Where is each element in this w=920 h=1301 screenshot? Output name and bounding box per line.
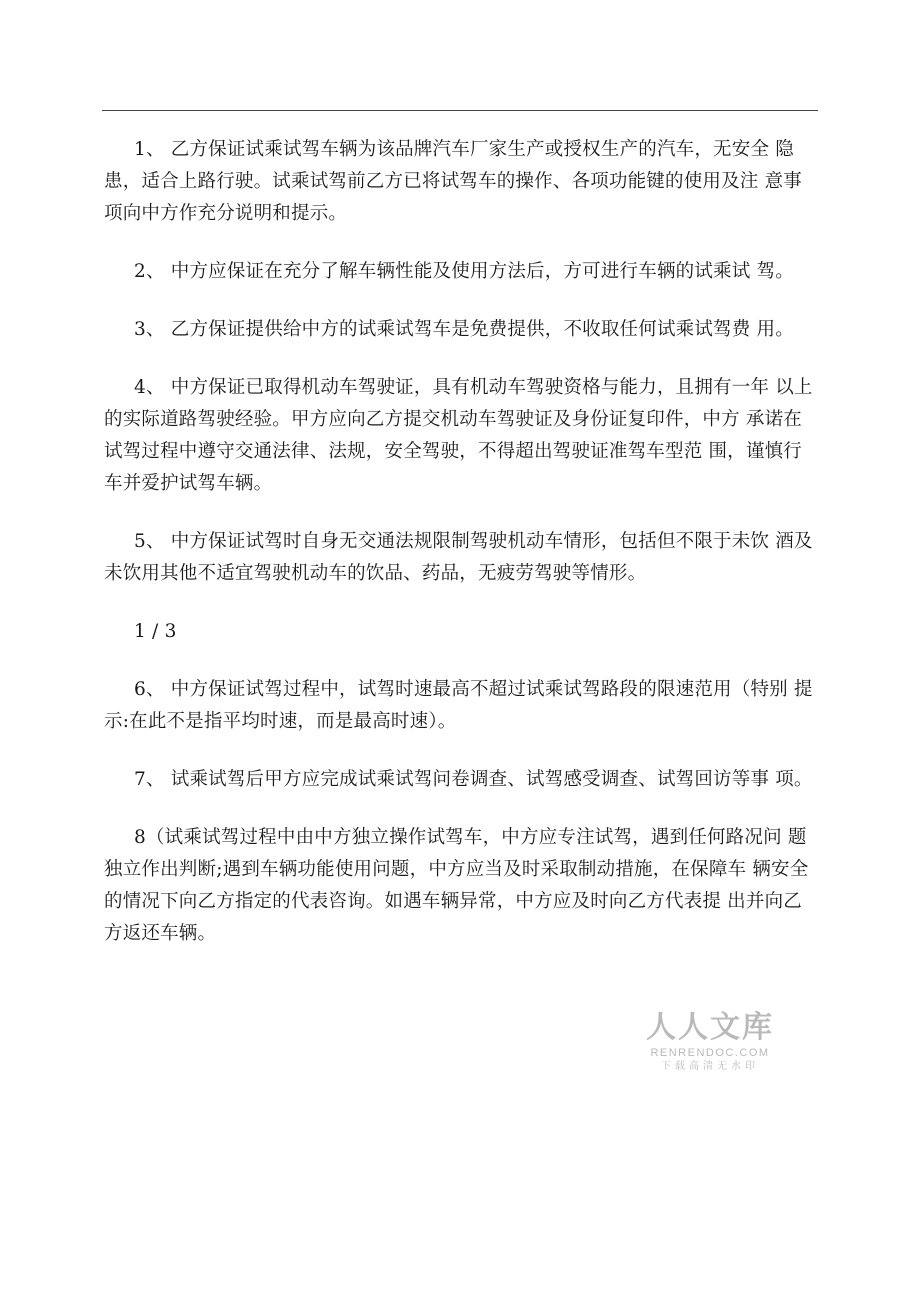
paragraph-line: 车并爱护试驾车辆。 xyxy=(104,473,273,494)
paragraph-line: 1、 乙方保证试乘试驾车辆为该品牌汽车厂家生产或授权生产的汽车，无安全 隐 xyxy=(134,139,794,160)
paragraph-line: 7、 试乘试驾后甲方应完成试乘试驾问卷调查、试驾感受调查、试驾回访等事 项。 xyxy=(134,769,813,790)
page-number-text: 1 / 3 xyxy=(134,621,177,642)
paragraph-5 xyxy=(104,526,816,590)
paragraph-line: 示:在此不是指平均时速，而是最高时速）。 xyxy=(104,711,457,732)
page-number xyxy=(104,616,816,648)
paragraph-line: 方返还车辆。 xyxy=(104,923,217,944)
paragraph-line: 未饮用其他不适宜驾驶机动车的饮品、药品，无疲劳驾驶等情形。 xyxy=(104,563,647,584)
paragraph-line: 独立作出判断;遇到车辆功能使用问题，中方应当及时采取制动措施，在保障车 辆安全 xyxy=(104,859,809,880)
paragraph-line: 3、 乙方保证提供给中方的试乘试驾车是免费提供，不收取任何试乘试驾费 用。 xyxy=(134,319,794,340)
watermark-title: 人人文库 xyxy=(646,1010,774,1045)
paragraph-1 xyxy=(104,134,816,230)
paragraph-line: 试驾过程中遵守交通法律、法规，安全驾驶，不得超出驾驶证准驾车型范 围，谨慎行 xyxy=(104,441,802,462)
document-body xyxy=(104,134,816,950)
paragraph-line: 项向中方作充分说明和提示。 xyxy=(104,203,348,224)
paragraph-line: 8（试乘试驾过程中由中方独立操作试驾车，中方应专注试驾，遇到任何路况问 题 xyxy=(134,827,807,848)
paragraph-line: 6、 中方保证试驾过程中，试驾时速最高不超过试乘试驾路段的限速范用（特别 提 xyxy=(134,679,813,700)
paragraph-line: 5、 中方保证试驾时自身无交通法规限制驾驶机动车情形，包括但不限于未饮 酒及 xyxy=(134,531,813,552)
paragraph-4 xyxy=(104,372,816,500)
paragraph-7 xyxy=(104,764,816,796)
paragraph-line: 患，适合上路行驶。试乘试驾前乙方已将试驾车的操作、各项功能键的使用及注 意事 xyxy=(104,171,802,192)
header-rule xyxy=(102,110,818,111)
paragraph-line: 的情况下向乙方指定的代表咨询。如遇车辆异常，中方应及时向乙方代表提 出并向乙 xyxy=(104,891,802,912)
paragraph-line: 4、 中方保证已取得机动车驾驶证，具有机动车驾驶资格与能力，且拥有一年 以上 xyxy=(134,377,813,398)
paragraph-2 xyxy=(104,256,816,288)
watermark-domain: RENRENDOC.COM xyxy=(650,1047,770,1059)
paragraph-8 xyxy=(104,822,816,950)
paragraph-line: 2、 中方应保证在充分了解车辆性能及使用方法后，方可进行车辆的试乘试 驾。 xyxy=(134,261,794,282)
watermark-logo xyxy=(640,1010,780,1074)
paragraph-6 xyxy=(104,674,816,738)
paragraph-3 xyxy=(104,314,816,346)
paragraph-line: 的实际道路驾驶经验。甲方应向乙方提交机动车驾驶证及身份证复印件，中方 承诺在 xyxy=(104,409,802,430)
watermark-slogan: 下载高清无水印 xyxy=(661,1061,759,1072)
